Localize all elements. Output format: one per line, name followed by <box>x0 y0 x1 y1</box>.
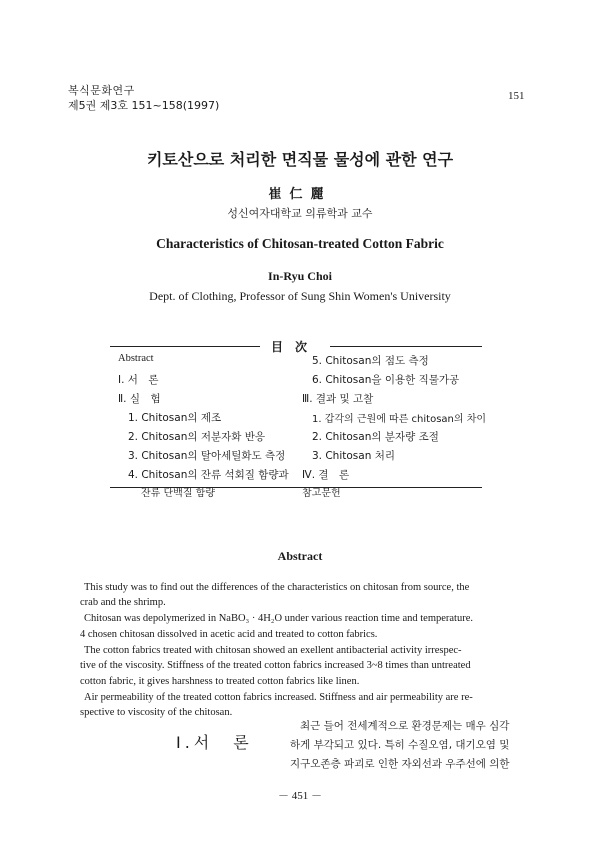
toc-item: Abstract <box>118 353 154 364</box>
toc-item: 1. 갑각의 근원에 따른 chitosan의 차이 <box>312 414 487 425</box>
toc-item: 1. Chitosan의 제조 <box>128 412 222 424</box>
abstract-line: cotton fabric, it gives harshness to treated cotton fabrics like linen. <box>80 676 360 687</box>
toc-item: 2. Chitosan의 분자량 조절 <box>312 431 439 443</box>
abstract-line: The cotton fabrics treated with chitosan showed an exellent antibacterial activity irrespec- <box>84 645 462 656</box>
toc-item: 참고문헌 <box>302 488 341 499</box>
body-text-line: 지구오존층 파괴로 인한 자외선과 우주선에 의한 <box>290 758 510 770</box>
abstract-line: spective to viscosity of the chitosan. <box>80 707 233 718</box>
page-number-bottom: － 451 － <box>278 790 322 802</box>
abstract-line: Air permeability of the treated cotton fabrics increased. Stiffness and air permeability are re- <box>84 692 473 703</box>
abstract-line: Chitosan was depolymerized in NaBO₃ · 4H₂O under various reaction time and temperature. <box>84 613 473 624</box>
author-korean: 崔仁麗 <box>268 187 332 202</box>
toc-item: Ⅰ. 서 론 <box>118 374 159 386</box>
toc-item: Ⅱ. 실 험 <box>118 393 161 405</box>
toc-item: 4. Chitosan의 잔류 석회질 함량과 <box>128 469 289 481</box>
toc-item: 5. Chitosan의 점도 측정 <box>312 355 429 367</box>
affiliation-korean: 성신여자대학교 의류학과 교수 <box>227 207 373 220</box>
toc-item: 6. Chitosan을 이용한 직물가공 <box>312 374 460 386</box>
section-heading-introduction: Ⅰ.서 론 <box>176 733 253 752</box>
toc-top-rule-right <box>330 346 482 347</box>
journal-volume-info: 제5권 제3호 151~158(1997) <box>68 99 220 112</box>
toc-item: 잔류 단백질 함량 <box>141 488 215 499</box>
abstract-line: tive of the viscosity. Stiffness of the treated cotton fabrics increased 3~8 times than untreated <box>80 660 471 671</box>
affiliation-english: Dept. of Clothing, Professor of Sung Shin Women's University <box>149 289 451 303</box>
abstract-line: This study was to find out the differences of the characteristics on chitosan from source, the <box>84 582 470 593</box>
toc-top-rule-left <box>110 346 260 347</box>
journal-name: 복식문화연구 <box>68 84 135 97</box>
toc-heading: 目次 <box>270 340 319 354</box>
abstract-line: 4 chosen chitosan dissolved in acetic acid and treated to cotton fabrics. <box>80 629 378 640</box>
body-text-line: 하게 부각되고 있다. 특히 수질오염, 대기오염 및 <box>290 739 510 751</box>
toc-item: 3. Chitosan의 탈아세틸화도 측정 <box>128 450 286 462</box>
author-english: In-Ryu Choi <box>268 269 332 283</box>
toc-item: Ⅲ. 결과 및 고찰 <box>302 393 374 405</box>
abstract-heading: Abstract <box>277 549 323 563</box>
toc-item: 2. Chitosan의 저분자화 반응 <box>128 431 266 443</box>
title-korean: 키토산으로 처리한 면직물 물성에 관한 연구 <box>146 150 454 169</box>
body-text-line: 최근 들어 전세계적으로 환경문제는 매우 심각 <box>300 720 510 732</box>
toc-item: Ⅳ. 결 론 <box>302 469 350 481</box>
toc-item: 3. Chitosan 처리 <box>312 450 395 462</box>
page-number-top: 151 <box>508 90 525 102</box>
title-english: Characteristics of Chitosan-treated Cotton Fabric <box>156 236 444 251</box>
abstract-line: crab and the shrimp. <box>80 597 166 608</box>
